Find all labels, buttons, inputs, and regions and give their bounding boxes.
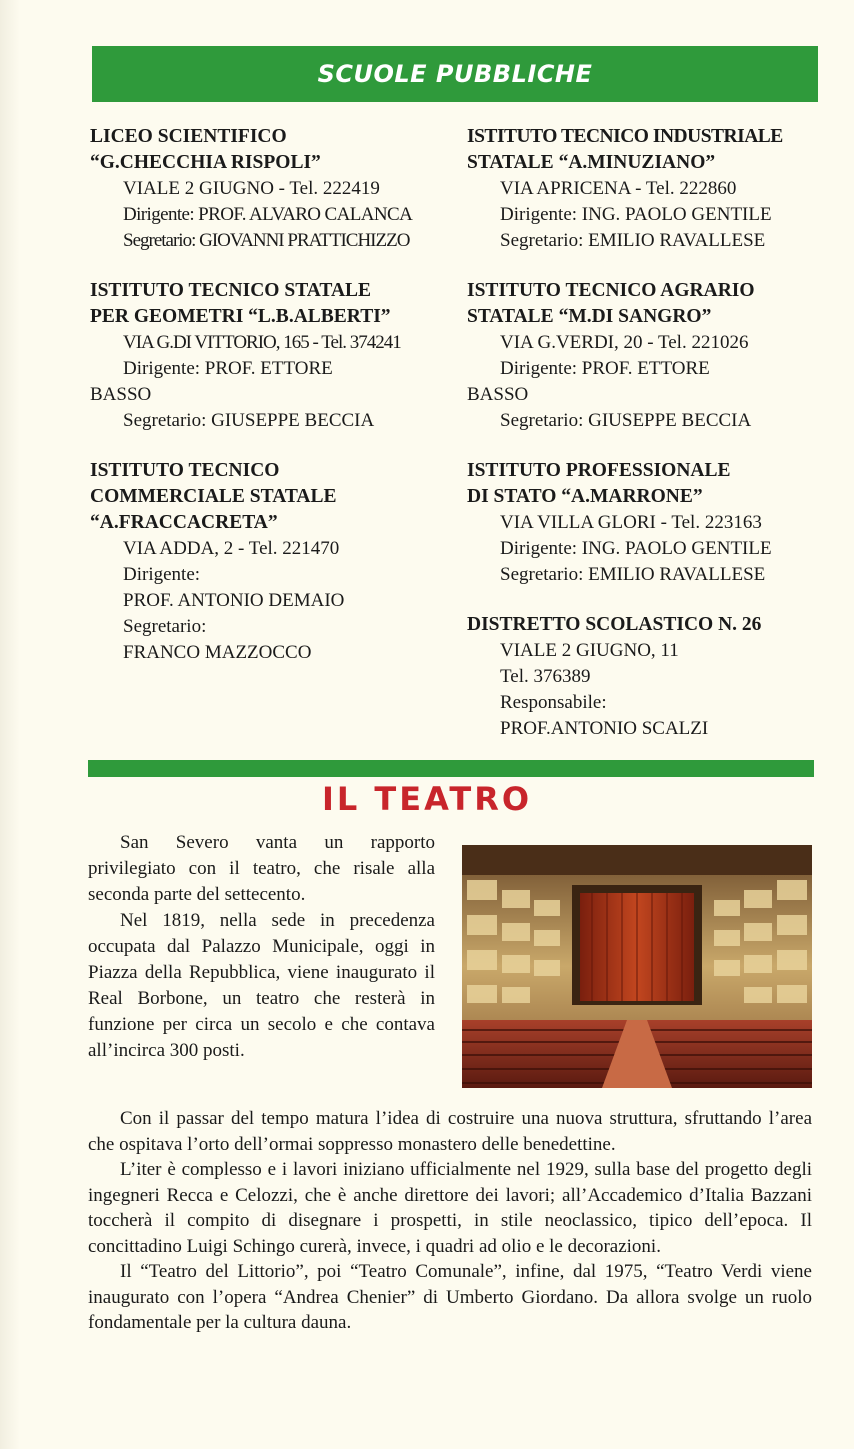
teatro-title: IL TEATRO	[321, 780, 533, 818]
school-dirigente: Dirigente: ING. PAOLO GENTILE	[500, 538, 772, 559]
teatro-intro	[88, 830, 435, 1064]
school-segretario: Segretario: EMILIO RAVALLESE	[500, 230, 766, 251]
page-edge	[0, 0, 20, 1449]
school-entry	[467, 612, 822, 742]
school-name: ISTITUTO TECNICO AGRARIO	[467, 280, 755, 301]
intro-paragraph: Nel 1819, nella sede in precedenza occupata dal Palazzo Municipale, oggi in Piazza della Repubblica, viene inaugurato il Real Borbone, un teatro che resterà in funzione per circa un secolo e che contava all’incirca 300 posti.	[88, 910, 435, 1061]
school-address: VIA ADDA, 2 - Tel. 221470	[123, 538, 340, 559]
school-name: ISTITUTO TECNICO INDUSTRIALE	[467, 126, 783, 147]
school-name: COMMERCIALE STATALE	[90, 486, 337, 507]
theater-photo	[462, 845, 812, 1088]
school-dirigente-cont: BASSO	[90, 384, 152, 405]
schools-right-column	[467, 124, 822, 766]
school-entry	[467, 278, 822, 434]
school-entry	[467, 124, 822, 254]
school-name: ISTITUTO TECNICO	[90, 460, 280, 481]
school-segretario: Segretario: GIUSEPPE BECCIA	[500, 410, 752, 431]
school-segretario-name: FRANCO MAZZOCCO	[123, 642, 312, 663]
school-name: STATALE “M.DI SANGRO”	[467, 306, 712, 327]
school-entry	[90, 278, 445, 434]
school-address: VIA G.VERDI, 20 - Tel. 221026	[500, 332, 749, 353]
school-name: ISTITUTO TECNICO STATALE	[90, 280, 372, 301]
school-dirigente: Dirigente: PROF. ETTORE	[500, 358, 710, 379]
section-divider	[88, 760, 814, 777]
school-responsabile-name: PROF.ANTONIO SCALZI	[500, 718, 709, 739]
intro-paragraph: San Severo vanta un rapporto privilegiato con il teatro, che risale alla seconda parte del settecento.	[88, 832, 435, 905]
school-address: VIA G.DI VITTORIO, 165 - Tel. 374241	[123, 332, 401, 353]
section-title: SCUOLE PUBBLICHE	[317, 60, 593, 88]
body-paragraph: Con il passar del tempo matura l’idea di costruire una nuova struttura, sfruttando l’area che ospitava l’orto dell’ormai soppresso monastero delle benedettine.	[88, 1108, 812, 1155]
school-entry	[90, 458, 445, 666]
school-responsabile-label: Responsabile:	[500, 692, 607, 713]
school-entry	[467, 458, 822, 588]
school-name: “A.FRACCACRETA”	[90, 512, 278, 533]
school-dirigente: Dirigente: PROF. ETTORE	[123, 358, 333, 379]
teatro-body	[88, 1106, 812, 1336]
school-segretario: Segretario: EMILIO RAVALLESE	[500, 564, 766, 585]
school-segretario: Segretario: GIUSEPPE BECCIA	[123, 410, 375, 431]
school-address: VIA APRICENA - Tel. 222860	[500, 178, 737, 199]
school-name: LICEO SCIENTIFICO	[90, 126, 287, 147]
school-name: STATALE “A.MINUZIANO”	[467, 152, 716, 173]
school-segretario: Segretario: GIOVANNI PRATTICHIZZO	[123, 230, 410, 251]
school-name: “G.CHECCHIA RISPOLI”	[90, 152, 321, 173]
school-address: VIA VILLA GLORI - Tel. 223163	[500, 512, 762, 533]
theater-interior-image	[462, 845, 812, 1088]
school-tel: Tel. 376389	[500, 666, 591, 687]
school-dirigente: Dirigente: PROF. ALVARO CALANCA	[123, 204, 413, 225]
school-address: VIALE 2 GIUGNO, 11	[500, 640, 679, 661]
schools-left-column	[90, 124, 445, 690]
school-name: DISTRETTO SCOLASTICO N. 26	[467, 614, 762, 635]
school-dirigente-label: Dirigente:	[123, 564, 201, 585]
school-entry	[90, 124, 445, 254]
body-paragraph: L’iter è complesso e i lavori iniziano ufficialmente nel 1929, sulla base del progetto degli ingegneri Recca e Celozzi, che è anche direttore dei lavori; all’Accademico d’Italia Bazzani toccherà il compito di disegnare i prospetti, in stile neoclassico, tipico dell’epoca. Il concittadino Luigi Schingo curerà, invece, i quadri ad olio e le decorazioni.	[88, 1159, 812, 1257]
section-banner	[92, 46, 818, 102]
school-dirigente-name: PROF. ANTONIO DEMAIO	[123, 590, 345, 611]
school-name: PER GEOMETRI “L.B.ALBERTI”	[90, 306, 391, 327]
school-dirigente: Dirigente: ING. PAOLO GENTILE	[500, 204, 772, 225]
school-dirigente-cont: BASSO	[467, 384, 529, 405]
body-paragraph: Il “Teatro del Littorio”, poi “Teatro Comunale”, infine, dal 1975, “Teatro Verdi viene inaugurato con l’opera “Andrea Chenier” di Umberto Giordano. Da allora svolge un ruolo fondamentale per la cultura dauna.	[88, 1261, 812, 1333]
school-address: VIALE 2 GIUGNO - Tel. 222419	[123, 178, 380, 199]
school-name: DI STATO “A.MARRONE”	[467, 486, 703, 507]
school-segretario-label: Segretario:	[123, 616, 207, 637]
school-name: ISTITUTO PROFESSIONALE	[467, 460, 731, 481]
